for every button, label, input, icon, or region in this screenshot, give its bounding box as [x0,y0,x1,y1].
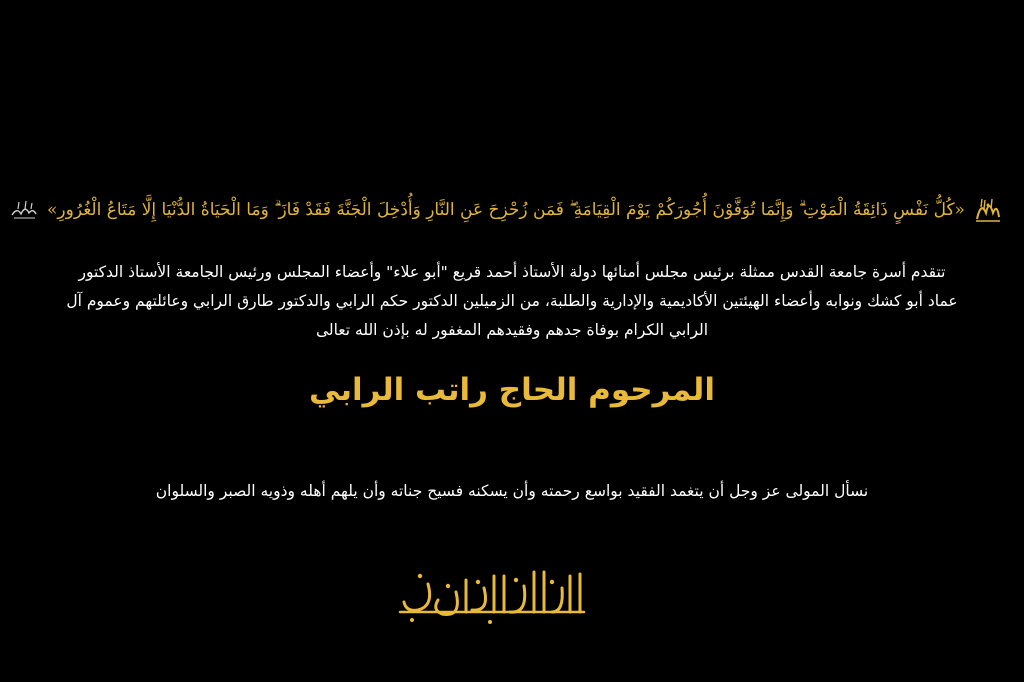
deceased-name: المرحوم الحاج راتب الرابي [309,372,715,408]
bismillah-calligraphy-icon [973,195,1003,225]
announcement-line: عماد أبو كشك ونوابه وأعضاء الهيئتين الأكاديمية والإدارية والطلبة، من الزميلين الدكتور حكم الرابي والدكتور طارق الرابي وعائلتهم وعموم آل [66,292,958,310]
bismillah-calligraphy [973,195,1003,225]
sadaqa-calligraphy [9,195,39,225]
announcement-line: تتقدم أسرة جامعة القدس ممثلة برئيس مجلس أمنائها دولة الأستاذ أحمد قريع "أبو علاء" وأعضاء المجلس ورئيس الجامعة الأستاذ الدكتور [78,263,946,281]
sadaqa-calligraphy-icon [9,199,39,221]
announcement-line: الرابي الكرام بوفاة جدهم وفقيدهم المغفور له بإذن الله تعالى [315,321,709,339]
inna-lillah-calligraphy [392,562,592,632]
prayer-text: نسأل المولى عز وجل أن يتغمد الفقيد بواسع رحمته وأن يسكنه فسيح جناته وأن يلهم أهله وذويه الصبر والسلوان [155,482,869,500]
announcement-text [14,258,1010,345]
quran-verse-row [47,188,965,232]
quran-verse: «كُلُّ نَفْسٍ ذَائِقَةُ الْمَوْتِ ۗ وَإِنَّمَا تُوَفَّوْنَ أُجُورَكُمْ يَوْمَ الْقِيَامَةِ ۖ فَمَن زُحْزِحَ عَنِ النَّارِ وَأُدْخِلَ الْجَنَّةَ فَقَدْ فَازَ ۗ وَمَا الْحَيَاةُ الدُّنْيَا إِلَّا مَتَاعُ الْغُرُورِ» [47,199,965,220]
inna-lillah-calligraphy-icon [392,562,592,632]
